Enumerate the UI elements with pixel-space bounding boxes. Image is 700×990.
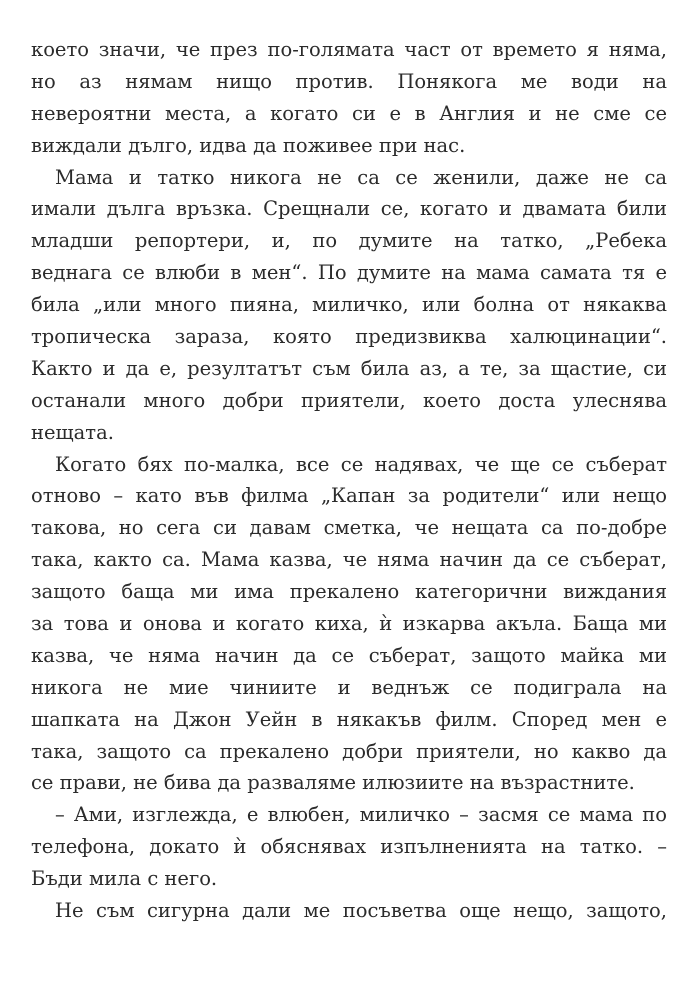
text-line: веднага се влюби в мен“. По думите на мама самата тя е bbox=[31, 261, 667, 285]
text-line: се прави, не бива да разваляме илюзиите на възрастните. bbox=[31, 771, 635, 795]
text-line: такова, но сега си давам сметка, че нещата са по-добре bbox=[31, 516, 667, 540]
text-line: нещата. bbox=[31, 420, 114, 444]
text-line: което значи, че през по-голямата част от времето я няма, bbox=[31, 38, 667, 61]
text-line: защото баща ми има прекалено категорични виждания bbox=[31, 580, 667, 604]
text-line: така, защото са прекалено добри приятели, но какво да bbox=[31, 739, 667, 763]
book-page-text bbox=[31, 34, 667, 927]
text-line: шапката на Джон Уейн в някакъв филм. Според мен е bbox=[31, 707, 667, 731]
text-line: виждали дълго, идва да поживее при нас. bbox=[31, 133, 466, 157]
text-line: казва, че няма начин да се съберат, защото майка ми bbox=[31, 643, 667, 667]
text-line: така, както са. Мама казва, че няма начин да се съберат, bbox=[31, 548, 667, 572]
text-line: останали много добри приятели, което доста улеснява bbox=[31, 388, 667, 412]
text-line: но аз нямам нищо против. Понякога ме води на bbox=[31, 69, 667, 93]
text-line: имали дълга връзка. Срещнали се, когато и двамата били bbox=[31, 197, 667, 221]
text-line: отново – като във филма „Капан за родители“ или нещо bbox=[31, 484, 667, 508]
text-line: Когато бях по-малка, все се надявах, че ще се съберат bbox=[55, 452, 667, 476]
text-line: телефона, докато ѝ обяснявах изпълненията на татко. – bbox=[31, 835, 667, 859]
text-line: Както и да е, резултатът съм била аз, а те, за щастие, си bbox=[31, 356, 667, 380]
text-line: тропическа зараза, която предизвиква халюцинации“. bbox=[31, 325, 667, 349]
text-line: била „или много пияна, миличко, или болна от някаква bbox=[31, 293, 667, 317]
text-line: младши репортери, и, по думите на татко, „Ребека bbox=[31, 229, 667, 253]
text-line: Мама и татко никога не са се женили, даже не са bbox=[55, 165, 667, 189]
text-line: Бъди мила с него. bbox=[31, 867, 218, 891]
text-line: никога не мие чиниите и веднъж се подиграла на bbox=[31, 675, 667, 699]
text-line: Не съм сигурна дали ме посъветва още нещо, защото, bbox=[55, 899, 667, 923]
text-line: – Ами, изглежда, е влюбен, миличко – засмя се мама по bbox=[55, 803, 667, 827]
text-line: невероятни места, а когато си е в Англия и не сме се bbox=[31, 101, 667, 125]
text-line: за това и онова и когато киха, ѝ изкарва акъла. Баща ми bbox=[31, 612, 667, 636]
